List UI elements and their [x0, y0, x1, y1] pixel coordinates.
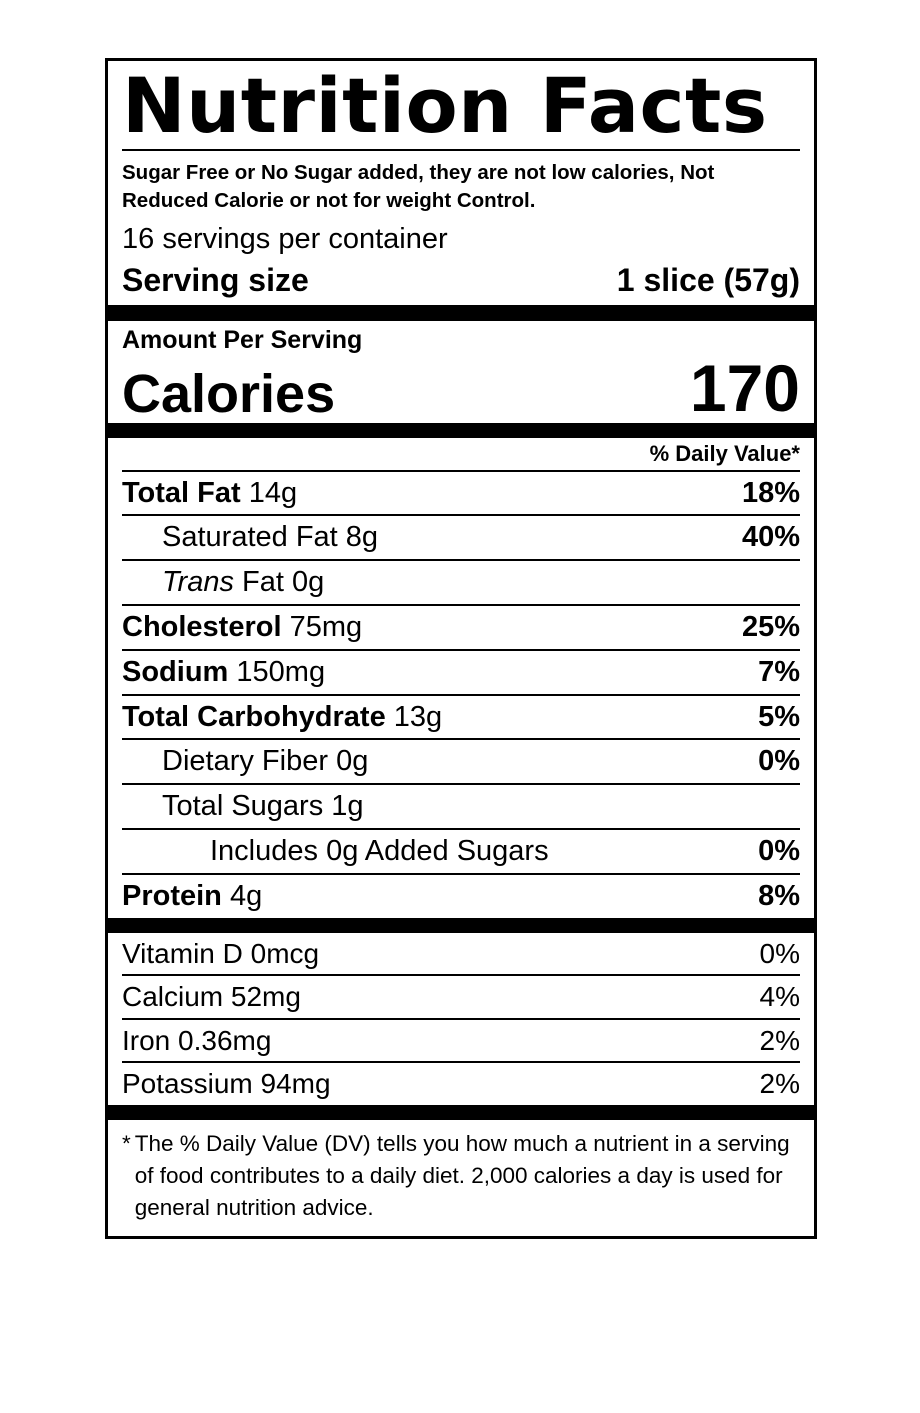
nutrient-amount: 14g [248, 476, 298, 509]
serving-size-label: Serving size [122, 261, 309, 298]
nutrient-dv: 7% [758, 655, 800, 688]
table-row [122, 694, 800, 739]
page-title: Nutrition Facts [122, 61, 768, 150]
nutrient-dv: 25% [741, 610, 800, 643]
calories-row [122, 350, 800, 425]
vitamin-dv: 2% [759, 1068, 800, 1100]
nutrient-name-saturated-fat [122, 520, 378, 555]
nutrient-label: Total Carbohydrate [122, 700, 386, 733]
disclaimer-wrap [108, 153, 814, 218]
daily-value-footnote [122, 1120, 800, 1236]
nutrient-dv: 18% [741, 476, 800, 509]
table-row [122, 559, 800, 604]
divider-thick-3 [108, 918, 814, 933]
nutrient-amount: 8g [345, 521, 379, 554]
daily-value-header-wrap [108, 438, 814, 470]
nutrient-amount: 150mg [236, 655, 326, 688]
table-row [122, 1061, 800, 1105]
nutrient-name-trans-fat [122, 565, 324, 600]
divider-thick-2 [108, 423, 814, 438]
nutrient-amount: 75mg [289, 610, 363, 643]
calories-section [108, 321, 814, 423]
nutrient-amount: Fat 0g [242, 566, 325, 599]
nutrient-name-dietary-fiber [122, 744, 368, 779]
table-row [122, 649, 800, 694]
nutrient-label: Cholesterol [122, 610, 282, 643]
vitamin-name-vitamin-d: Vitamin D 0mcg [122, 937, 320, 969]
servings-per-container: 16 servings per container [122, 223, 448, 256]
table-row [122, 873, 800, 918]
nutrient-list [108, 470, 814, 918]
table-row [122, 828, 800, 873]
sugar-disclaimer: Sugar Free or No Sugar added, they are not low calories, Not Reduced Calorie or not for weight Control. [122, 161, 715, 212]
nutrient-label: Trans [162, 566, 234, 599]
nutrient-amount: 1g [331, 790, 364, 823]
nutrient-dv: 40% [741, 521, 800, 554]
vitamin-name-calcium: Calcium 52mg [122, 981, 301, 1013]
nutrient-amount: 13g [393, 700, 443, 733]
divider-thick-1 [108, 305, 814, 321]
amount-per-serving-label: Amount Per Serving [122, 325, 363, 354]
table-row [122, 933, 800, 975]
footnote-wrap [108, 1120, 814, 1236]
nutrient-dv: 8% [758, 879, 800, 912]
footnote-asterisk: * [122, 1130, 131, 1156]
calories-label: Calories [122, 363, 336, 424]
nutrient-label: Dietary Fiber [162, 745, 328, 778]
nutrient-dv: 0% [758, 745, 800, 778]
nutrient-label: Includes 0g Added Sugars [210, 834, 549, 867]
table-row [122, 470, 800, 515]
nutrient-name-total-fat [122, 476, 297, 511]
vitamin-name-iron: Iron 0.36mg [122, 1024, 272, 1056]
nutrient-amount: 0g [336, 745, 369, 778]
nutrient-label: Protein [122, 879, 222, 912]
nutrient-label: Total Fat [122, 476, 241, 509]
footnote-text: The % Daily Value (DV) tells you how much a nutrient in a serving of food contributes to a daily diet. 2,000 calories a day is used for general nutrition advice. [134, 1130, 790, 1220]
nutrient-label: Saturated Fat [162, 521, 338, 554]
daily-value-header: % Daily Value* [649, 440, 800, 466]
nutrient-label: Sodium [122, 655, 229, 688]
calories-value: 170 [689, 350, 800, 425]
vitamin-dv: 0% [759, 937, 800, 969]
serving-size-value: 1 slice (57g) [616, 261, 800, 298]
vitamin-dv: 2% [759, 1024, 800, 1056]
table-row [122, 604, 800, 649]
nutrient-name-protein [122, 879, 262, 914]
nutrient-name-sodium [122, 655, 325, 690]
nutrition-facts-label [105, 58, 817, 1239]
nutrient-amount: 4g [229, 879, 263, 912]
table-row [122, 1018, 800, 1062]
label-header [108, 61, 814, 150]
serving-size-row [122, 262, 800, 305]
nutrient-name-total-sugars [122, 789, 364, 824]
table-row [122, 974, 800, 1018]
vitamin-list [108, 933, 814, 1105]
vitamin-name-potassium: Potassium 94mg [122, 1068, 331, 1100]
servings-wrap [108, 218, 814, 304]
nutrient-dv: 0% [758, 834, 800, 867]
vitamin-dv: 4% [759, 981, 800, 1013]
nutrient-name-total-carbohydrate [122, 700, 442, 735]
table-row [122, 738, 800, 783]
table-row [122, 783, 800, 828]
divider-thick-4 [108, 1105, 814, 1120]
nutrient-name-cholesterol [122, 610, 362, 645]
nutrient-dv: 5% [758, 700, 800, 733]
nutrient-label: Total Sugars [162, 790, 324, 823]
table-row [122, 514, 800, 559]
nutrient-name-added-sugars [122, 834, 549, 869]
